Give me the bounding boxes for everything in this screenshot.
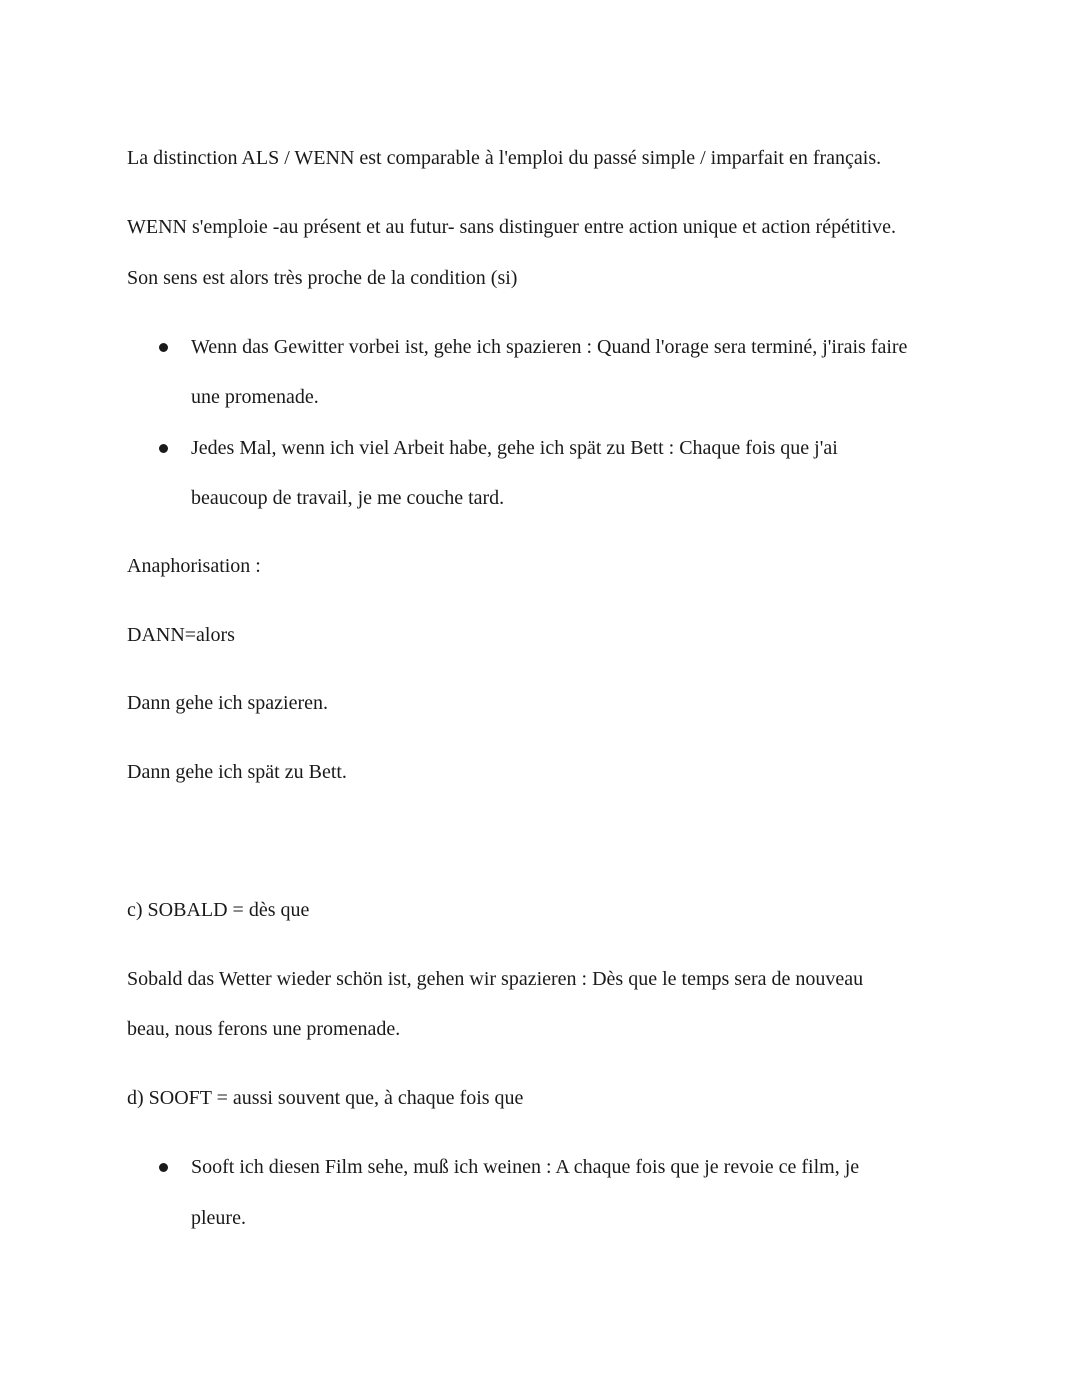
bullet-icon xyxy=(159,343,168,352)
wenn-description-line-2: Son sens est alors très proche de la condition (si) xyxy=(127,267,518,289)
sobald-example-line-2: beau, nous ferons une promenade. xyxy=(127,1018,401,1040)
sobald-heading: c) SOBALD = dès que xyxy=(127,899,310,921)
wenn-description-line-1: WENN s'emploie -au présent et au futur- sans distinguer entre action unique et action répétitive. xyxy=(127,216,897,238)
wenn-example-2-line-2: beaucoup de travail, je me couche tard. xyxy=(191,487,505,509)
wenn-example-2-line-1: Jedes Mal, wenn ich viel Arbeit habe, gehe ich spät zu Bett : Chaque fois que j'ai xyxy=(191,437,838,459)
sooft-example-line-1: Sooft ich diesen Film sehe, muß ich weinen : A chaque fois que je revoie ce film, je xyxy=(191,1156,860,1178)
bullet-icon xyxy=(159,1163,168,1172)
bullet-icon xyxy=(159,444,168,453)
wenn-example-1-line-2: une promenade. xyxy=(191,386,319,408)
sooft-heading: d) SOOFT = aussi souvent que, à chaque fois que xyxy=(127,1087,524,1109)
intro-paragraph: La distinction ALS / WENN est comparable à l'emploi du passé simple / imparfait en français. xyxy=(127,147,882,169)
anaphorisation-heading: Anaphorisation : xyxy=(127,555,261,577)
dann-definition: DANN=alors xyxy=(127,624,235,646)
sooft-example-line-2: pleure. xyxy=(191,1207,246,1229)
dann-example-2: Dann gehe ich spät zu Bett. xyxy=(127,761,347,783)
dann-example-1: Dann gehe ich spazieren. xyxy=(127,692,329,714)
wenn-example-1-line-1: Wenn das Gewitter vorbei ist, gehe ich spazieren : Quand l'orage sera terminé, j'irais faire xyxy=(191,336,908,358)
sobald-example-line-1: Sobald das Wetter wieder schön ist, gehen wir spazieren : Dès que le temps sera de nouveau xyxy=(127,968,864,990)
